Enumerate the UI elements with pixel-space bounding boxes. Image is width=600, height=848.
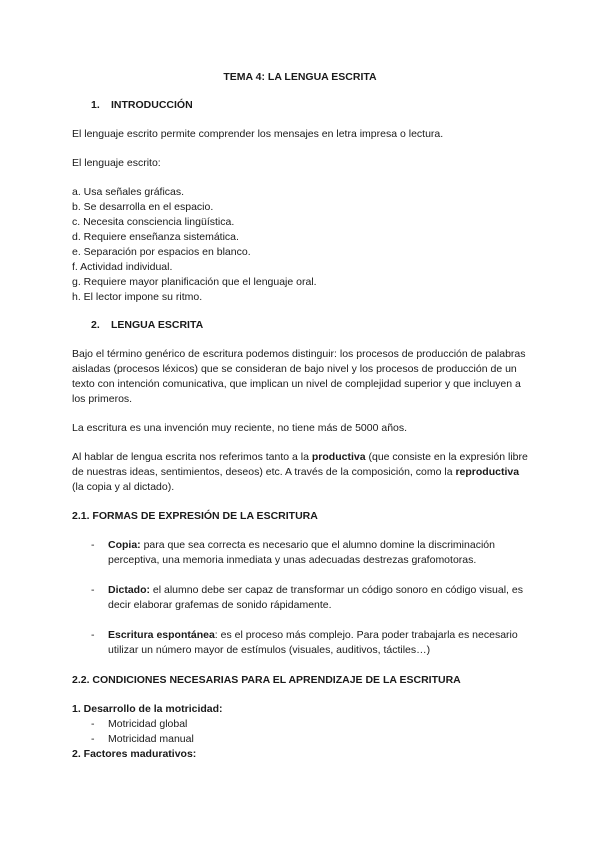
condition-heading: 2. Factores madurativos: bbox=[72, 748, 197, 760]
section-heading-lengua-escrita bbox=[91, 318, 600, 333]
subsection-heading: 2.2. CONDICIONES NECESARIAS PARA EL APRENDIZAJE DE LA ESCRITURA bbox=[72, 674, 461, 686]
section-number: 1. bbox=[91, 99, 100, 111]
paragraph: La escritura es una invención muy reciente, no tiene más de 5000 años. bbox=[72, 422, 408, 434]
list-item bbox=[91, 583, 528, 613]
bold-term: Dictado: bbox=[108, 584, 150, 596]
bold-term: productiva bbox=[311, 451, 366, 463]
list-item: d. Requiere enseñanza sistemática. bbox=[72, 231, 239, 243]
list-item: a. Usa señales gráficas. bbox=[72, 186, 185, 198]
item-text: el alumno debe ser capaz de transformar un código sonoro en código visual, es decir elaborar grafemas de sonido rápidamente. bbox=[108, 584, 523, 611]
subsection-heading: 2.1. FORMAS DE EXPRESIÓN DE LA ESCRITURA bbox=[72, 510, 318, 522]
list-item: e. Separación por espacios en blanco. bbox=[72, 246, 251, 258]
characteristics-list bbox=[72, 185, 600, 305]
paragraph: El lenguaje escrito permite comprender los mensajes en letra impresa o lectura. bbox=[72, 128, 444, 140]
list-item: - Motricidad manual bbox=[91, 732, 600, 747]
list-item: g. Requiere mayor planificación que el lenguaje oral. bbox=[72, 276, 317, 288]
section-number: 2. bbox=[91, 319, 100, 331]
text-run: (la copia y al dictado). bbox=[72, 481, 175, 493]
list-item: f. Actividad individual. bbox=[72, 261, 173, 273]
paragraph: El lenguaje escrito: bbox=[72, 157, 161, 169]
bold-term: reproductiva bbox=[455, 466, 520, 478]
item-text: para que sea correcta es necesario que el alumno domine la discriminación perceptiva, una memoria inmediata y unas adecuadas destrezas grafomotoras. bbox=[108, 539, 495, 566]
section-title: LENGUA ESCRITA bbox=[111, 319, 204, 331]
list-item bbox=[91, 628, 528, 658]
text-run: Al hablar de lengua escrita nos referimos tanto a la bbox=[72, 451, 312, 463]
section-heading-introduccion bbox=[91, 98, 600, 113]
list-item bbox=[91, 538, 528, 568]
item-text: : es el proceso más complejo. Para poder trabajarla es necesario utilizar un número mayor de estímulos (visuales, auditivos, táctiles…) bbox=[108, 629, 518, 656]
bold-term: Copia: bbox=[108, 539, 141, 551]
paragraph bbox=[72, 450, 528, 495]
list-item: c. Necesita consciencia lingüística. bbox=[72, 216, 235, 228]
bold-term: Escritura espontánea bbox=[108, 629, 215, 641]
condition-heading: 1. Desarrollo de la motricidad: bbox=[72, 703, 223, 715]
document-title: TEMA 4: LA LENGUA ESCRITA bbox=[223, 71, 377, 83]
list-item: b. Se desarrolla en el espacio. bbox=[72, 201, 214, 213]
text-run: (que consiste en la expresión libre de nuestras ideas, sentimientos, deseos) etc. A través de la composición, como la bbox=[72, 451, 528, 478]
list-item: - Motricidad global bbox=[91, 717, 600, 732]
paragraph: Bajo el término genérico de escritura podemos distinguir: los procesos de producción de palabras aisladas (procesos léxicos) que se consideran de bajo nivel y los procesos de producción de un texto con intención comunicativa, que implican un nivel de complejidad superior y que incluyen a los primeros. bbox=[72, 348, 526, 405]
motricidad-list bbox=[72, 717, 600, 747]
section-title: INTRODUCCIÓN bbox=[111, 99, 193, 111]
formas-list bbox=[72, 538, 528, 658]
list-item: h. El lector impone su ritmo. bbox=[72, 291, 203, 303]
